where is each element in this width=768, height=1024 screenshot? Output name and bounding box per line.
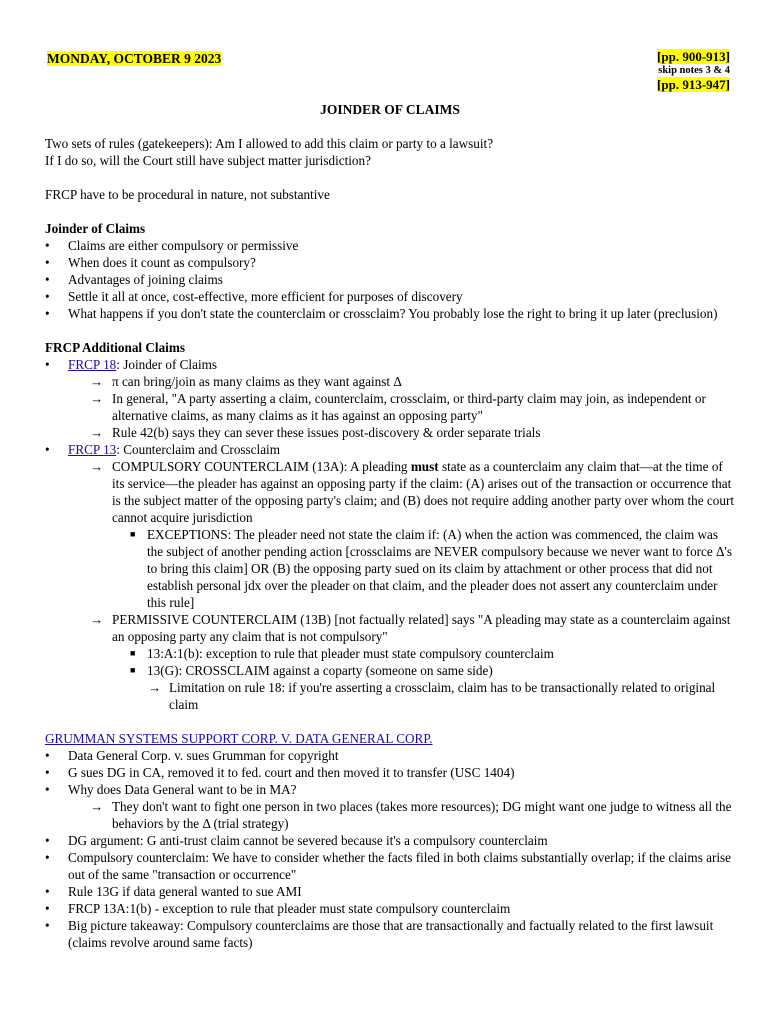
bullet-icon: • <box>45 238 50 253</box>
pages-range-2: [pp. 913-947] <box>657 77 730 92</box>
square-bullet-icon: ■ <box>130 648 136 658</box>
bullet-icon: • <box>45 782 50 797</box>
pages-range-1: [pp. 900-913] <box>657 49 730 64</box>
list-item: • Settle it all at once, cost-effective, more efficient for purposes of discovery <box>45 289 463 304</box>
bullet-icon: • <box>45 442 50 457</box>
bullet-icon: • <box>45 918 50 933</box>
frcp18-link[interactable]: FRCP 18 <box>68 357 117 372</box>
list-item: • FRCP 13A:1(b) - exception to rule that pleader must state compulsory counterclaim <box>45 901 511 916</box>
arrow-icon: → <box>90 799 104 814</box>
bullet-icon: • <box>45 884 50 899</box>
list-item: • What happens if you don't state the counterclaim or crossclaim? You probably lose the right to bring it up later (preclusion) <box>45 306 718 321</box>
arrow-icon: → <box>90 612 104 627</box>
joinder-heading: Joinder of Claims <box>45 221 146 236</box>
list-item: • Big picture takeaway: Compulsory counterclaims are those that are transactionally and factually related to the first lawsuit (claims revolve around same facts) <box>45 918 714 950</box>
list-item: → In general, "A party asserting a claim, counterclaim, crossclaim, or third-party claim may join, as independent or alternative claims, as many claims as it has against an opposing party" <box>90 391 706 423</box>
intro-line-3: FRCP have to be procedural in nature, not substantive <box>45 187 330 202</box>
bullet-icon: • <box>45 255 50 270</box>
list-item: • When does it count as compulsory? <box>45 255 256 270</box>
intro-line-1: Two sets of rules (gatekeepers): Am I allowed to add this claim or party to a lawsuit? <box>45 136 494 151</box>
bullet-icon: • <box>45 289 50 304</box>
list-item: → Limitation on rule 18: if you're asserting a crossclaim, claim has to be transactionally related to original claim <box>148 680 716 712</box>
intro-line-2: If I do so, will the Court still have subject matter jurisdiction? <box>45 153 371 168</box>
square-bullet-icon: ■ <box>130 665 136 675</box>
bullet-icon: • <box>45 272 50 287</box>
frcp-heading: FRCP Additional Claims <box>45 340 185 355</box>
bullet-icon: • <box>45 833 50 848</box>
list-item-permissive: → PERMISSIVE COUNTERCLAIM (13B) [not factually related] says "A pleading may state as a counterclaim against an opposing party any claim that is not compulsory" <box>90 612 731 644</box>
list-item: • Compulsory counterclaim: We have to consider whether the facts filed in both claims substantially overlap; if the claims arise out of the same "transaction or occurrence" <box>45 850 732 882</box>
date-header <box>47 50 221 67</box>
list-item: • DG argument: G anti-trust claim cannot be severed because it's a compulsory counterclaim <box>45 833 548 848</box>
list-item: • G sues DG in CA, removed it to fed. court and then moved it to transfer (USC 1404) <box>45 765 515 780</box>
bullet-icon: • <box>45 850 50 865</box>
bullet-icon: • <box>45 357 50 372</box>
list-item: → π can bring/join as many claims as they want against Δ <box>90 374 402 389</box>
list-item-rule18: • FRCP 18: Joinder of Claims → π can bring/join as many claims as they want against Δ → In general, "A party asserting a claim, counterclaim, crossclaim, or third-party claim may join, as independent or alternative claims, as many claims as it has against an opposing party" → Rule 42(b) says they can sever these issues post-discovery & order separate trials <box>45 356 735 441</box>
arrow-icon: → <box>90 425 104 440</box>
square-bullet-icon: ■ <box>130 529 136 539</box>
bullet-icon: • <box>45 748 50 763</box>
joinder-list <box>45 237 735 322</box>
page-title: JOINDER OF CLAIMS <box>320 102 460 117</box>
arrow-icon: → <box>90 459 104 474</box>
list-item: • Data General Corp. v. sues Grumman for copyright <box>45 748 339 763</box>
arrow-icon: → <box>90 374 104 389</box>
list-item: ■ 13:A:1(b): exception to rule that pleader must state compulsory counterclaim <box>130 646 554 661</box>
list-item: • Claims are either compulsory or permissive <box>45 238 299 253</box>
list-item: • Why does Data General want to be in MA? → They don't want to fight one person in two places (takes more resources); DG might want one judge to witness all the behaviors by the Δ (trial strategy) <box>45 781 735 832</box>
list-item: → Rule 42(b) says they can sever these issues post-discovery & order separate trials <box>90 425 541 440</box>
case-title-row <box>45 730 735 747</box>
list-item: → They don't want to fight one person in two places (takes more resources); DG might want one judge to witness all the behaviors by the Δ (trial strategy) <box>90 799 732 831</box>
bullet-icon: • <box>45 901 50 916</box>
list-item: • Advantages of joining claims <box>45 272 223 287</box>
page-references <box>657 50 730 92</box>
list-item-exceptions: ■ EXCEPTIONS: The pleader need not state the claim if: (A) when the action was commenced, the claim was the subject of another pending action [crossclaims are NEVER compulsory because we never want to force Δ's to bring this claim] OR (B) the opposing party sued on its claim by attachment or other process that did not establish personal jdx over the pleader on that claim, and the pleader does not assert any counterclaim under this rule] <box>130 527 733 610</box>
list-item-compulsory: → COMPULSORY COUNTERCLAIM (13A): A pleading must state as a counterclaim any claim that—at the time of its service—the pleader has against an opposing party if the claim: (A) arises out of the transaction or occurrence that is the subject matter of the opposing party's claim; and (B) does not require adding another party over whom the court cannot acquire jurisdiction <box>90 459 735 525</box>
skip-notes: skip notes 3 & 4 <box>658 65 730 76</box>
list-item-rule13: • FRCP 13: Counterclaim and Crossclaim → COMPULSORY COUNTERCLAIM (13A): A pleading must state as a counterclaim any claim that—at the time of its service—the pleader has against an opposing party if the claim: (A) arises out of the transaction or occurrence that is the subject matter of the opposing party's claim; and (B) does not require adding another party over whom the court cannot acquire jurisdiction ■ EXCEPTIONS: The pleader need not state the claim if: (A) when the action was commenced, the claim was the subject of another pending action [crossclaims are NEVER compulsory because we never want to force Δ's to bring this claim] OR (B) the opposing party sued on its claim by attachment or other process that did not establish personal jdx over the pleader on that claim, and the pleader does not assert any counterclaim under this rule] → PERMISSIVE COUNTERCLAIM (13B) [not factually related] says "A pleading may state as a counterclaim against an opposing party any claim that is not compulsory" ■ 13:A:1(b): exception to rule that pleader must state compulsory counterclaim ■ 13(G): CROSSCLAIM against a coparty (someone on same side) → Limitation on rule 18: if you're asserting a crossclaim, claim has to be transactionally related to original claim <box>45 442 735 712</box>
bullet-icon: • <box>45 765 50 780</box>
frcp-list <box>45 356 735 713</box>
date-text: MONDAY, OCTOBER 9 2023 <box>47 51 222 66</box>
list-item: • Rule 13G if data general wanted to sue AMI <box>45 884 302 899</box>
list-item: ■ 13(G): CROSSCLAIM against a coparty (someone on same side) <box>130 663 493 678</box>
frcp13-link[interactable]: FRCP 13 <box>68 442 117 457</box>
notes-body <box>45 101 735 951</box>
arrow-icon: → <box>90 391 104 406</box>
case-title-link[interactable]: GRUMMAN SYSTEMS SUPPORT CORP. V. DATA GENERAL CORP. <box>45 731 433 746</box>
case-list <box>45 747 735 951</box>
arrow-icon: → <box>148 680 162 695</box>
bullet-icon: • <box>45 306 50 321</box>
